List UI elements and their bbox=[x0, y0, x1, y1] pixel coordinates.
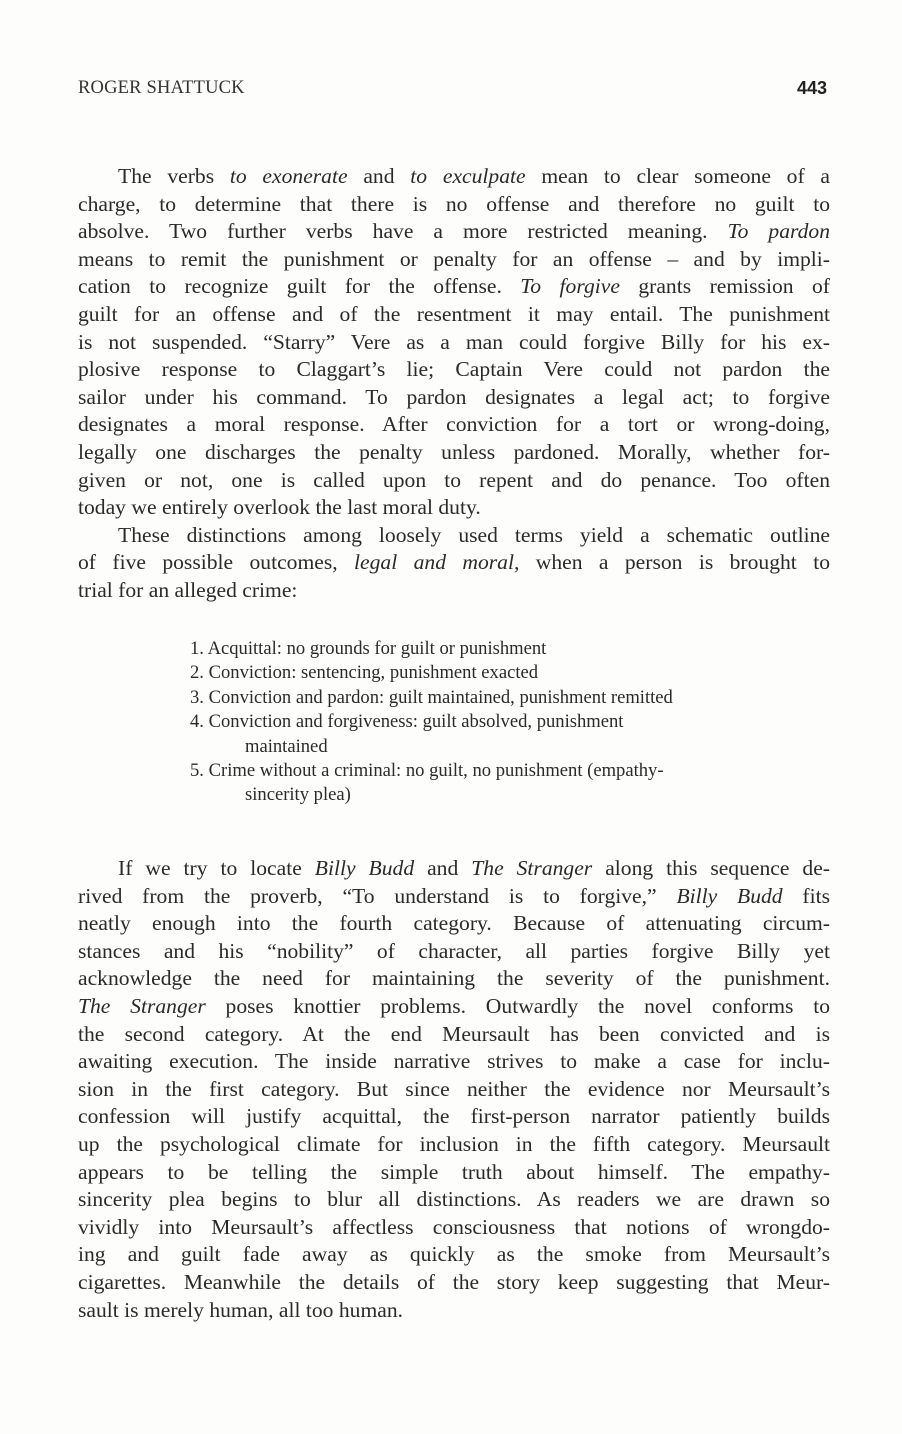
running-head-author: ROGER SHATTUCK bbox=[78, 78, 245, 98]
text-run: plosive response to Claggart’s lie; Captain Vere could not pardon the bbox=[78, 357, 830, 382]
paragraph-distinctions bbox=[78, 522, 830, 605]
text-run: when a person is brought to bbox=[519, 550, 830, 575]
text-run: along this sequence de- bbox=[592, 856, 830, 880]
list-item bbox=[190, 710, 810, 759]
text-run: poses knottier problems. Outwardly the novel conforms to bbox=[205, 993, 830, 1018]
text-line bbox=[78, 384, 830, 412]
text-run: means to remit the punishment or penalty for an offense – and by impli- bbox=[78, 246, 830, 271]
text-run: appears to be telling the simple truth about himself. The empathy- bbox=[78, 1159, 830, 1184]
text-run: sincerity plea begins to blur all distinctions. As readers we are drawn so bbox=[78, 1187, 830, 1212]
text-line bbox=[78, 1076, 830, 1104]
text-line bbox=[78, 1269, 830, 1297]
text-line bbox=[78, 411, 830, 439]
italic-text: To forgive bbox=[520, 274, 620, 299]
text-run: designates a moral response. After conviction for a tort or wrong-doing, bbox=[78, 412, 830, 437]
italic-text: The Stranger bbox=[78, 993, 206, 1018]
text-line bbox=[78, 273, 830, 301]
text-run: of five possible outcomes, bbox=[78, 550, 355, 575]
text-line bbox=[78, 1186, 830, 1214]
text-line bbox=[78, 163, 830, 191]
list-item bbox=[190, 661, 810, 685]
text-run: cigarettes. Meanwhile the details of the story keep suggesting that Meur- bbox=[78, 1269, 830, 1294]
text-run: acknowledge the need for maintaining the severity of the punishment. bbox=[78, 966, 830, 991]
text-run: vividly into Meursault’s affectless consciousness that notions of wrongdo- bbox=[78, 1214, 830, 1239]
text-run: The verbs bbox=[118, 164, 230, 188]
list-item bbox=[190, 759, 810, 808]
list-item bbox=[190, 686, 810, 710]
text-line bbox=[78, 1131, 830, 1159]
italic-text: To pardon bbox=[727, 219, 830, 244]
text-run: guilt for an offense and of the resentment it may entail. The punishment bbox=[78, 301, 830, 326]
list-item-text: 3. Conviction and pardon: guilt maintained, punishment remitted bbox=[190, 686, 673, 708]
list-item-continuation: maintained bbox=[245, 735, 328, 757]
text-line bbox=[78, 522, 830, 550]
text-run: ing and guilt fade away as quickly as the smoke from Meursault’s bbox=[78, 1242, 830, 1267]
body-text bbox=[78, 163, 830, 605]
text-run: the second category. At the end Meursault has been convicted and is bbox=[78, 1021, 830, 1046]
text-run: legally one discharges the penalty unless pardoned. Morally, whether for- bbox=[78, 439, 830, 464]
text-line bbox=[78, 494, 830, 522]
italic-text: The Stranger bbox=[471, 856, 593, 880]
italic-text: legal and moral, bbox=[354, 550, 520, 575]
text-run: fits bbox=[782, 883, 830, 908]
list-item-text: 4. Conviction and forgiveness: guilt absolved, punishment bbox=[190, 711, 624, 733]
text-line bbox=[78, 1241, 830, 1269]
text-line bbox=[78, 356, 830, 384]
text-line bbox=[78, 1297, 830, 1325]
text-run: grants remission of bbox=[619, 274, 830, 299]
text-line bbox=[78, 218, 830, 246]
text-run: confession will justify acquittal, the first-person narrator patiently builds bbox=[78, 1104, 830, 1129]
italic-text: Billy Budd bbox=[314, 856, 415, 880]
list-item bbox=[190, 637, 810, 661]
text-run: awaiting execution. The inside narrative strives to make a case for inclu- bbox=[78, 1049, 830, 1074]
text-run: neatly enough into the fourth category. Because of attenuating circum- bbox=[78, 911, 830, 936]
text-line bbox=[78, 439, 830, 467]
text-run: These distinctions among loosely used terms yield a schematic outline bbox=[118, 522, 830, 547]
text-run: stances and his “nobility” of character, all parties forgive Billy yet bbox=[78, 938, 830, 963]
text-run: sailor under his command. To pardon designates a legal act; to forgive bbox=[78, 384, 830, 409]
text-line bbox=[78, 577, 830, 605]
text-line bbox=[78, 938, 830, 966]
italic-text: to exculpate bbox=[410, 164, 526, 188]
text-line bbox=[78, 191, 830, 219]
text-run: sion in the first category. But since neither the evidence nor Meursault’s bbox=[78, 1076, 830, 1101]
text-run: rived from the proverb, “To understand is to forgive,” bbox=[78, 883, 677, 908]
text-run: up the psychological climate for inclusion in the fifth category. Meursault bbox=[78, 1131, 830, 1156]
body-text-continued bbox=[78, 855, 830, 1324]
page-header bbox=[78, 78, 827, 108]
text-line bbox=[78, 329, 830, 357]
text-line bbox=[78, 1214, 830, 1242]
outcomes-list bbox=[190, 637, 810, 808]
text-line bbox=[78, 910, 830, 938]
paragraph-billy-budd-stranger bbox=[78, 855, 830, 1324]
text-run: cation to recognize guilt for the offense. bbox=[78, 274, 521, 299]
text-run: mean to clear someone of a bbox=[525, 164, 831, 188]
list-item-text: 1. Acquittal: no grounds for guilt or punishment bbox=[190, 638, 547, 659]
text-run: today we entirely overlook the last moral duty. bbox=[78, 495, 481, 520]
list-item-text: 2. Conviction: sentencing, punishment exacted bbox=[190, 662, 539, 684]
text-line bbox=[78, 246, 830, 274]
text-line bbox=[78, 301, 830, 329]
text-run: If we try to locate bbox=[118, 856, 315, 880]
text-run: given or not, one is called upon to repent and do penance. Too often bbox=[78, 467, 830, 492]
text-run: is not suspended. “Starry” Vere as a man could forgive Billy for his ex- bbox=[78, 329, 830, 354]
text-line bbox=[78, 1103, 830, 1131]
text-line bbox=[78, 1159, 830, 1187]
page-number: 443 bbox=[796, 78, 827, 98]
text-line bbox=[78, 965, 830, 993]
list-item-continuation: sincerity plea) bbox=[245, 784, 351, 806]
text-run: absolve. Two further verbs have a more restricted meaning. bbox=[78, 219, 728, 244]
list-item-text: 5. Crime without a criminal: no guilt, no punishment (empathy- bbox=[190, 760, 664, 782]
italic-text: to exonerate bbox=[229, 164, 348, 188]
text-line bbox=[78, 883, 830, 911]
text-run: and bbox=[347, 164, 411, 188]
text-line bbox=[78, 1048, 830, 1076]
text-run: charge, to determine that there is no offense and therefore no guilt to bbox=[78, 191, 830, 216]
text-line bbox=[78, 855, 830, 883]
paragraph-verbs-definitions bbox=[78, 163, 830, 522]
text-run: and bbox=[414, 856, 472, 880]
italic-text: Billy Budd bbox=[676, 883, 783, 908]
text-line bbox=[78, 467, 830, 495]
text-line bbox=[78, 993, 830, 1021]
text-line bbox=[78, 1021, 830, 1049]
text-run: trial for an alleged crime: bbox=[78, 577, 298, 602]
text-run: sault is merely human, all too human. bbox=[78, 1297, 404, 1322]
text-line bbox=[78, 549, 830, 577]
